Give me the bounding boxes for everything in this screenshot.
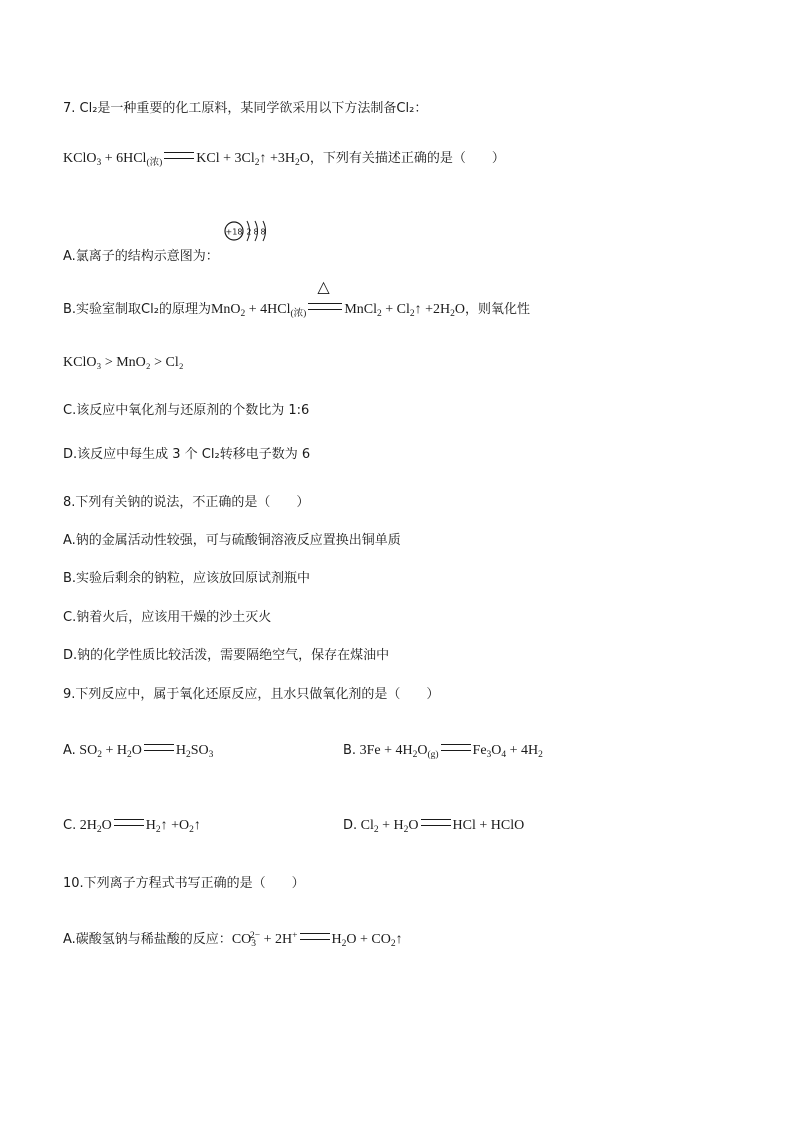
q10-option-a: A.碳酸氢钠与稀盐酸的反应：$CO_3^{2-} + 2H^+$ $H_2O$ + $CO_2↑$ bbox=[63, 931, 403, 949]
q8-option-d: D.钠的化学性质比较活泼，需要隔绝空气，保存在煤油中 bbox=[63, 648, 390, 663]
heat-triangle-icon: △ bbox=[317, 277, 330, 296]
equals-sign bbox=[300, 933, 330, 940]
q7-option-b-suffix: ，则氧化性 bbox=[465, 302, 531, 317]
q7-option-c: C.该反应中氧化剂与还原剂的个数比为 1:6 bbox=[63, 403, 310, 418]
equals-sign bbox=[144, 744, 174, 751]
q7-option-b: B.实验室制取Cl₂的原理为MnO$_2$ + 4HCl$_{(浓)}$ △ MnCl$_2$ + $Cl_2↑ +2H_2O$，则氧化性 bbox=[63, 277, 531, 319]
heat-equals-sign bbox=[308, 277, 342, 310]
q9-option-c: C. $2H_2O$ $H_2↑$ $+O_2↑$ bbox=[63, 818, 201, 835]
q10-option-a-text: A.碳酸氢钠与稀盐酸的反应： bbox=[63, 932, 232, 947]
q9-option-a: A. $SO_2 + H_2O$ $H_2SO_3$ bbox=[63, 743, 214, 760]
q9-option-d-label: D. bbox=[343, 818, 358, 833]
atom-nucleus: +18 bbox=[225, 227, 243, 237]
q8-option-b: B.实验后剩余的钠粒，应该放回原试剂瓶中 bbox=[63, 571, 311, 586]
q7-reaction-tail: ，下列有关描述正确的是（ ） bbox=[309, 151, 505, 166]
q7-option-b-prefix: B.实验室制取Cl₂的原理为 bbox=[63, 302, 211, 317]
q9-option-b: B. $3Fe + 4H_2O_{(g)}$ $Fe_3O_4 + 4H_2$ bbox=[343, 743, 543, 760]
equals-sign bbox=[114, 819, 144, 826]
q7-option-d: D.该反应中每生成 3 个 Cl₂转移电子数为 6 bbox=[63, 447, 311, 462]
q7-stem-text: 7. Cl₂是一种重要的化工原料，某同学欲采用以下方法制备Cl₂： bbox=[63, 101, 428, 116]
q8-option-c: C.钠着火后，应该用干燥的沙土灭火 bbox=[63, 610, 272, 625]
q7-option-a bbox=[63, 227, 293, 266]
q7-oxidizing-order: KClO₃ > MnO₂ > Cl₂ bbox=[63, 355, 184, 370]
equals-sign bbox=[441, 744, 471, 751]
q9-stem: 9.下列反应中，属于氧化还原反应，且水只做氧化剂的是（ ） bbox=[63, 687, 440, 702]
q8-stem: 8.下列有关钠的说法，不正确的是（ ） bbox=[63, 495, 310, 510]
q10-stem: 10.下列离子方程式书写正确的是（ ） bbox=[63, 876, 305, 891]
q7-option-a-text: A.氯离子的结构示意图为： bbox=[63, 249, 219, 264]
equals-sign bbox=[164, 152, 194, 159]
q9-option-d: D. $Cl_2 + H_2O$ HCl + HClO bbox=[343, 818, 525, 835]
q8-option-a: A.钠的金属活动性较强，可与硫酸铜溶液反应置换出铜单质 bbox=[63, 533, 401, 548]
chloride-ion-structure-diagram bbox=[223, 218, 293, 252]
q9-option-a-label: A. bbox=[63, 743, 76, 758]
q9-option-c-label: C. bbox=[63, 818, 77, 833]
q9-option-b-label: B. bbox=[343, 743, 357, 758]
atom-shells: 288 bbox=[246, 227, 268, 237]
equals-sign bbox=[421, 819, 451, 826]
q7-stem bbox=[63, 100, 427, 118]
q7-reaction: KClO$_3$ + 6HCl$_{(浓)}$ KCl + $3Cl_2↑ +3H_2O$，下列有关描述正确的是（ ） bbox=[63, 151, 505, 168]
